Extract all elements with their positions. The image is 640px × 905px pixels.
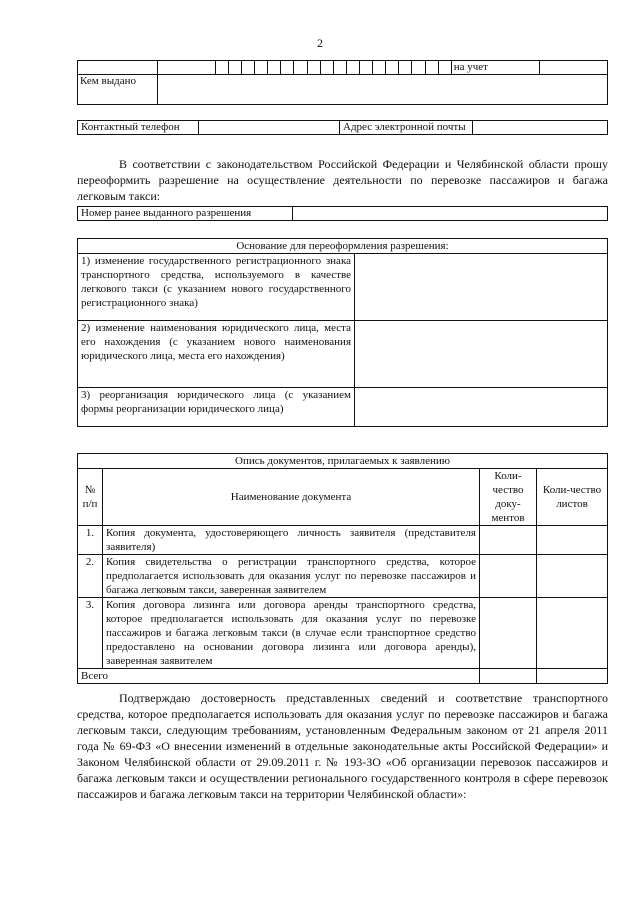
row-sheets-field[interactable] <box>537 526 608 555</box>
reason-value-field[interactable] <box>355 388 608 427</box>
reg-digit-cell[interactable] <box>399 61 412 75</box>
reg-digit-cell[interactable] <box>281 61 294 75</box>
row-name: Копия документа, удостоверяющего личность заявителя (представителя заявителя) <box>103 526 480 555</box>
registered-date-cell[interactable] <box>539 61 607 75</box>
reasons-title: Основание для переоформления разрешения: <box>78 239 608 254</box>
phone-field[interactable] <box>199 121 340 135</box>
table-row <box>78 555 608 598</box>
reg-digit-cell[interactable] <box>438 61 451 75</box>
total-sheets-field[interactable] <box>537 669 608 684</box>
row-num: 1. <box>78 526 103 555</box>
reg-cell[interactable] <box>158 61 215 75</box>
registered-label: на учет <box>451 61 539 75</box>
permit-number-field[interactable] <box>293 207 608 221</box>
reg-digit-cell[interactable] <box>373 61 386 75</box>
reg-digit-cell[interactable] <box>320 61 333 75</box>
reg-digit-cell[interactable] <box>228 61 241 75</box>
issued-by-label: Кем выдано <box>78 74 158 104</box>
email-label: Адрес электронной почты <box>340 121 473 135</box>
reason-value-field[interactable] <box>355 254 608 321</box>
contact-table <box>77 120 608 135</box>
request-paragraph: В соответствии с законодательством Российской Федерации и Челябинской области прошу переоформить разрешение на осуществление деятельности по перевозке пассажиров и багажа легковым такси: <box>77 157 608 203</box>
reg-digit-cell[interactable] <box>307 61 320 75</box>
documents-table <box>77 453 608 684</box>
col-count-header: Коли-чество доку-ментов <box>480 469 537 526</box>
total-count-field[interactable] <box>480 669 537 684</box>
row-name: Копия договора лизинга или договора аренды транспортного средства, которое предполагается использовать для оказания услуг по перевозке пассажиров и багажа легковым такси (в случае если транспортное средство предоставлено на основании договора лизинга или договора аренды), заверенная заявителем <box>103 598 480 669</box>
table-row <box>78 526 608 555</box>
reg-digit-cell[interactable] <box>255 61 268 75</box>
col-name-header: Наименование документа <box>103 469 480 526</box>
row-num: 3. <box>78 598 103 669</box>
confirmation-paragraph: Подтверждаю достоверность представленных сведений и соответствие транспортного средства, которое предполагается использовать для оказания услуг по перевозке пассажиров и багажа легковым такси, следующим требованиям, установленным Федеральным законом от 21 апреля 2011 года № 69-ФЗ «О внесении изменений в отдельные законодательные акты Российской Федерации» и Законом Челябинской области от 29.09.2011 г. № 193-ЗО «Об организации перевозок пассажиров и багажа легковым такси и осуществлении регионального государственного контроля в сфере перевозок пассажиров и багажа легковым такси на территории Челябинской области»: <box>77 691 608 801</box>
reg-digit-cell[interactable] <box>359 61 372 75</box>
reason-item: 2) изменение наименования юридического лица, места его нахождения (с указанием нового наименования юридического лица, места его нахождения) <box>78 321 355 388</box>
reg-digit-cell[interactable] <box>412 61 425 75</box>
row-sheets-field[interactable] <box>537 598 608 669</box>
total-label: Всего <box>78 669 480 684</box>
email-field[interactable] <box>473 121 608 135</box>
row-sheets-field[interactable] <box>537 555 608 598</box>
row-name: Копия свидетельства о регистрации транспортного средства, которое предполагается использовать для оказания услуг по перевозке пассажиров и багажа легковым такси, заверенная заявителем <box>103 555 480 598</box>
table-row-total <box>78 669 608 684</box>
row-num: 2. <box>78 555 103 598</box>
reasons-table <box>77 238 608 427</box>
row-count-field[interactable] <box>480 526 537 555</box>
reason-value-field[interactable] <box>355 321 608 388</box>
issued-by-field[interactable] <box>158 74 608 104</box>
reg-digit-cell[interactable] <box>241 61 254 75</box>
reg-digit-cell[interactable] <box>346 61 359 75</box>
reg-digit-cell[interactable] <box>425 61 438 75</box>
reg-cell[interactable] <box>78 61 158 75</box>
reg-digit-cell[interactable] <box>294 61 307 75</box>
reg-digit-cell[interactable] <box>215 61 228 75</box>
page-number: 2 <box>317 36 323 50</box>
reason-item: 1) изменение государственного регистрационного знака транспортного средства, используемого в качестве легкового такси (с указанием нового государственного регистрационного знака) <box>78 254 355 321</box>
reg-digit-cell[interactable] <box>386 61 399 75</box>
table-row <box>78 598 608 669</box>
reason-item: 3) реорганизация юридического лица (с указанием формы реорганизации юридического лица) <box>78 388 355 427</box>
documents-title: Опись документов, прилагаемых к заявлению <box>78 454 608 469</box>
registration-table <box>77 60 608 105</box>
row-count-field[interactable] <box>480 598 537 669</box>
col-sheets-header: Коли-чество листов <box>537 469 608 526</box>
reg-digit-cell[interactable] <box>268 61 281 75</box>
reg-digit-cell[interactable] <box>333 61 346 75</box>
phone-label: Контактный телефон <box>78 121 199 135</box>
permit-number-label: Номер ранее выданного разрешения <box>78 207 293 221</box>
row-count-field[interactable] <box>480 555 537 598</box>
permit-table <box>77 206 608 221</box>
col-num-header: № п/п <box>78 469 103 526</box>
